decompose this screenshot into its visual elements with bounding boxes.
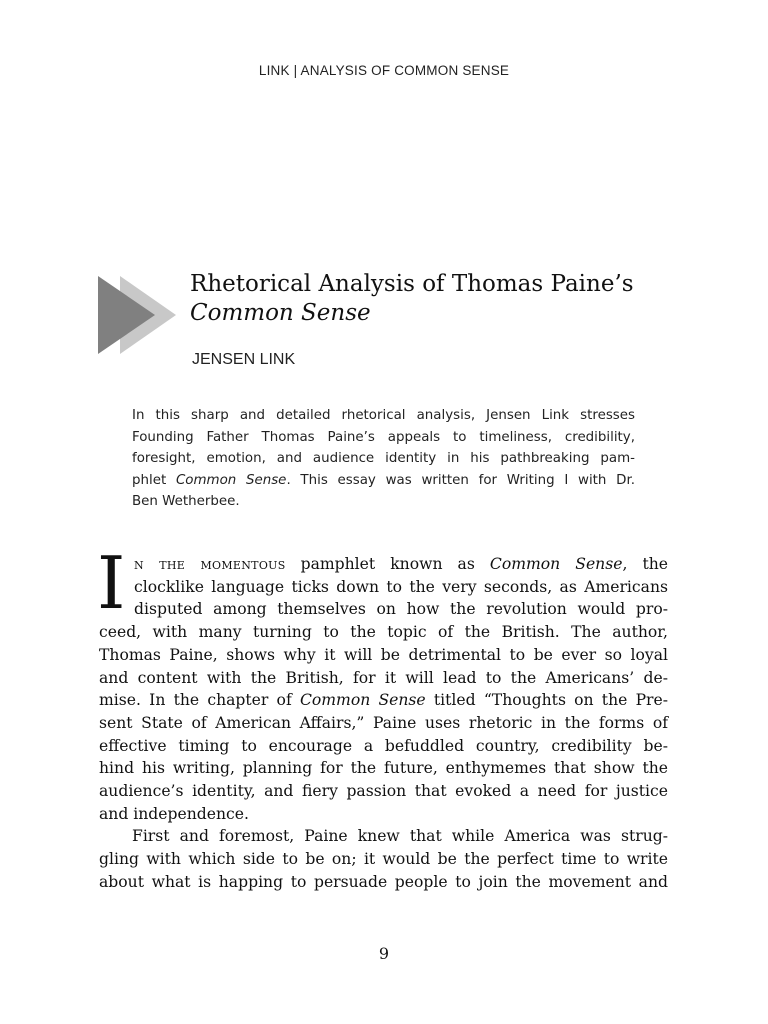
body-line: ceed, with many turning to the topic of the British. The author, xyxy=(99,623,668,642)
abstract-italic-title: Common Sense xyxy=(175,472,287,488)
author-name: JENSEN LINK xyxy=(192,351,296,368)
body-line: audience’s identity, and fiery passion that evoked a need for justice xyxy=(99,782,668,801)
double-arrow-right-icon xyxy=(98,276,178,356)
body-line: First and foremost, Paine knew that while America was strug- xyxy=(132,827,668,846)
body-text-run: pamphlet known as xyxy=(285,555,490,573)
body-text-run: , the xyxy=(622,555,668,573)
abstract-line: foresight, emotion, and audience identity in his pathbreaking pam- xyxy=(132,451,635,467)
body-line: hind his writing, planning for the future, enthymemes that show the xyxy=(99,759,668,778)
body-line: effective timing to encourage a befuddled country, credibility be- xyxy=(99,736,668,755)
running-head: LINK | ANALYSIS OF COMMON SENSE xyxy=(258,63,510,78)
body-italic-title: Common Sense xyxy=(299,691,426,710)
body-text-run: titled “Thoughts on the Pre- xyxy=(425,691,669,710)
body-text-run: mise. In the chapter of xyxy=(99,691,300,710)
article-title xyxy=(190,270,690,328)
body-line: and content with the British, for it will lead to the Americans’ de- xyxy=(99,668,668,687)
title-line-1: Rhetorical Analysis of Thomas Paine’s xyxy=(190,271,634,297)
body-text xyxy=(97,541,669,894)
body-line: clocklike language ticks down to the very seconds, as Americans xyxy=(134,577,668,596)
abstract-line: Founding Father Thomas Paine’s appeals to timeliness, credibility, xyxy=(132,429,635,445)
body-line xyxy=(99,689,668,712)
abstract-line xyxy=(132,470,635,492)
drop-cap: I xyxy=(97,541,126,625)
body-line: Thomas Paine, shows why it will be detrimental to be ever so loyal xyxy=(99,645,668,664)
title-line-2: Common Sense xyxy=(190,300,371,326)
body-line xyxy=(99,553,668,576)
body-italic-title: Common Sense xyxy=(489,555,623,573)
abstract-line: Ben Wetherbee. xyxy=(132,494,240,510)
body-line: and independence. xyxy=(99,804,249,823)
abstract xyxy=(132,405,635,513)
abstract-text: phlet xyxy=(132,472,176,488)
abstract-line: In this sharp and detailed rhetorical analysis, Jensen Link stresses xyxy=(132,408,635,423)
opening-small-caps: n the momentous xyxy=(134,555,286,573)
body-line: gling with which side to be on; it would be the perfect time to write xyxy=(99,850,668,869)
abstract-text: . This essay was written for Writing I with Dr. xyxy=(286,472,635,488)
body-line: disputed among themselves on how the revolution would pro- xyxy=(134,600,668,619)
page-number: 9 xyxy=(378,944,390,963)
body-line: sent State of American Affairs,” Paine uses rhetoric in the forms of xyxy=(99,713,668,732)
body-line: about what is happing to persuade people to join the movement and xyxy=(99,872,668,891)
